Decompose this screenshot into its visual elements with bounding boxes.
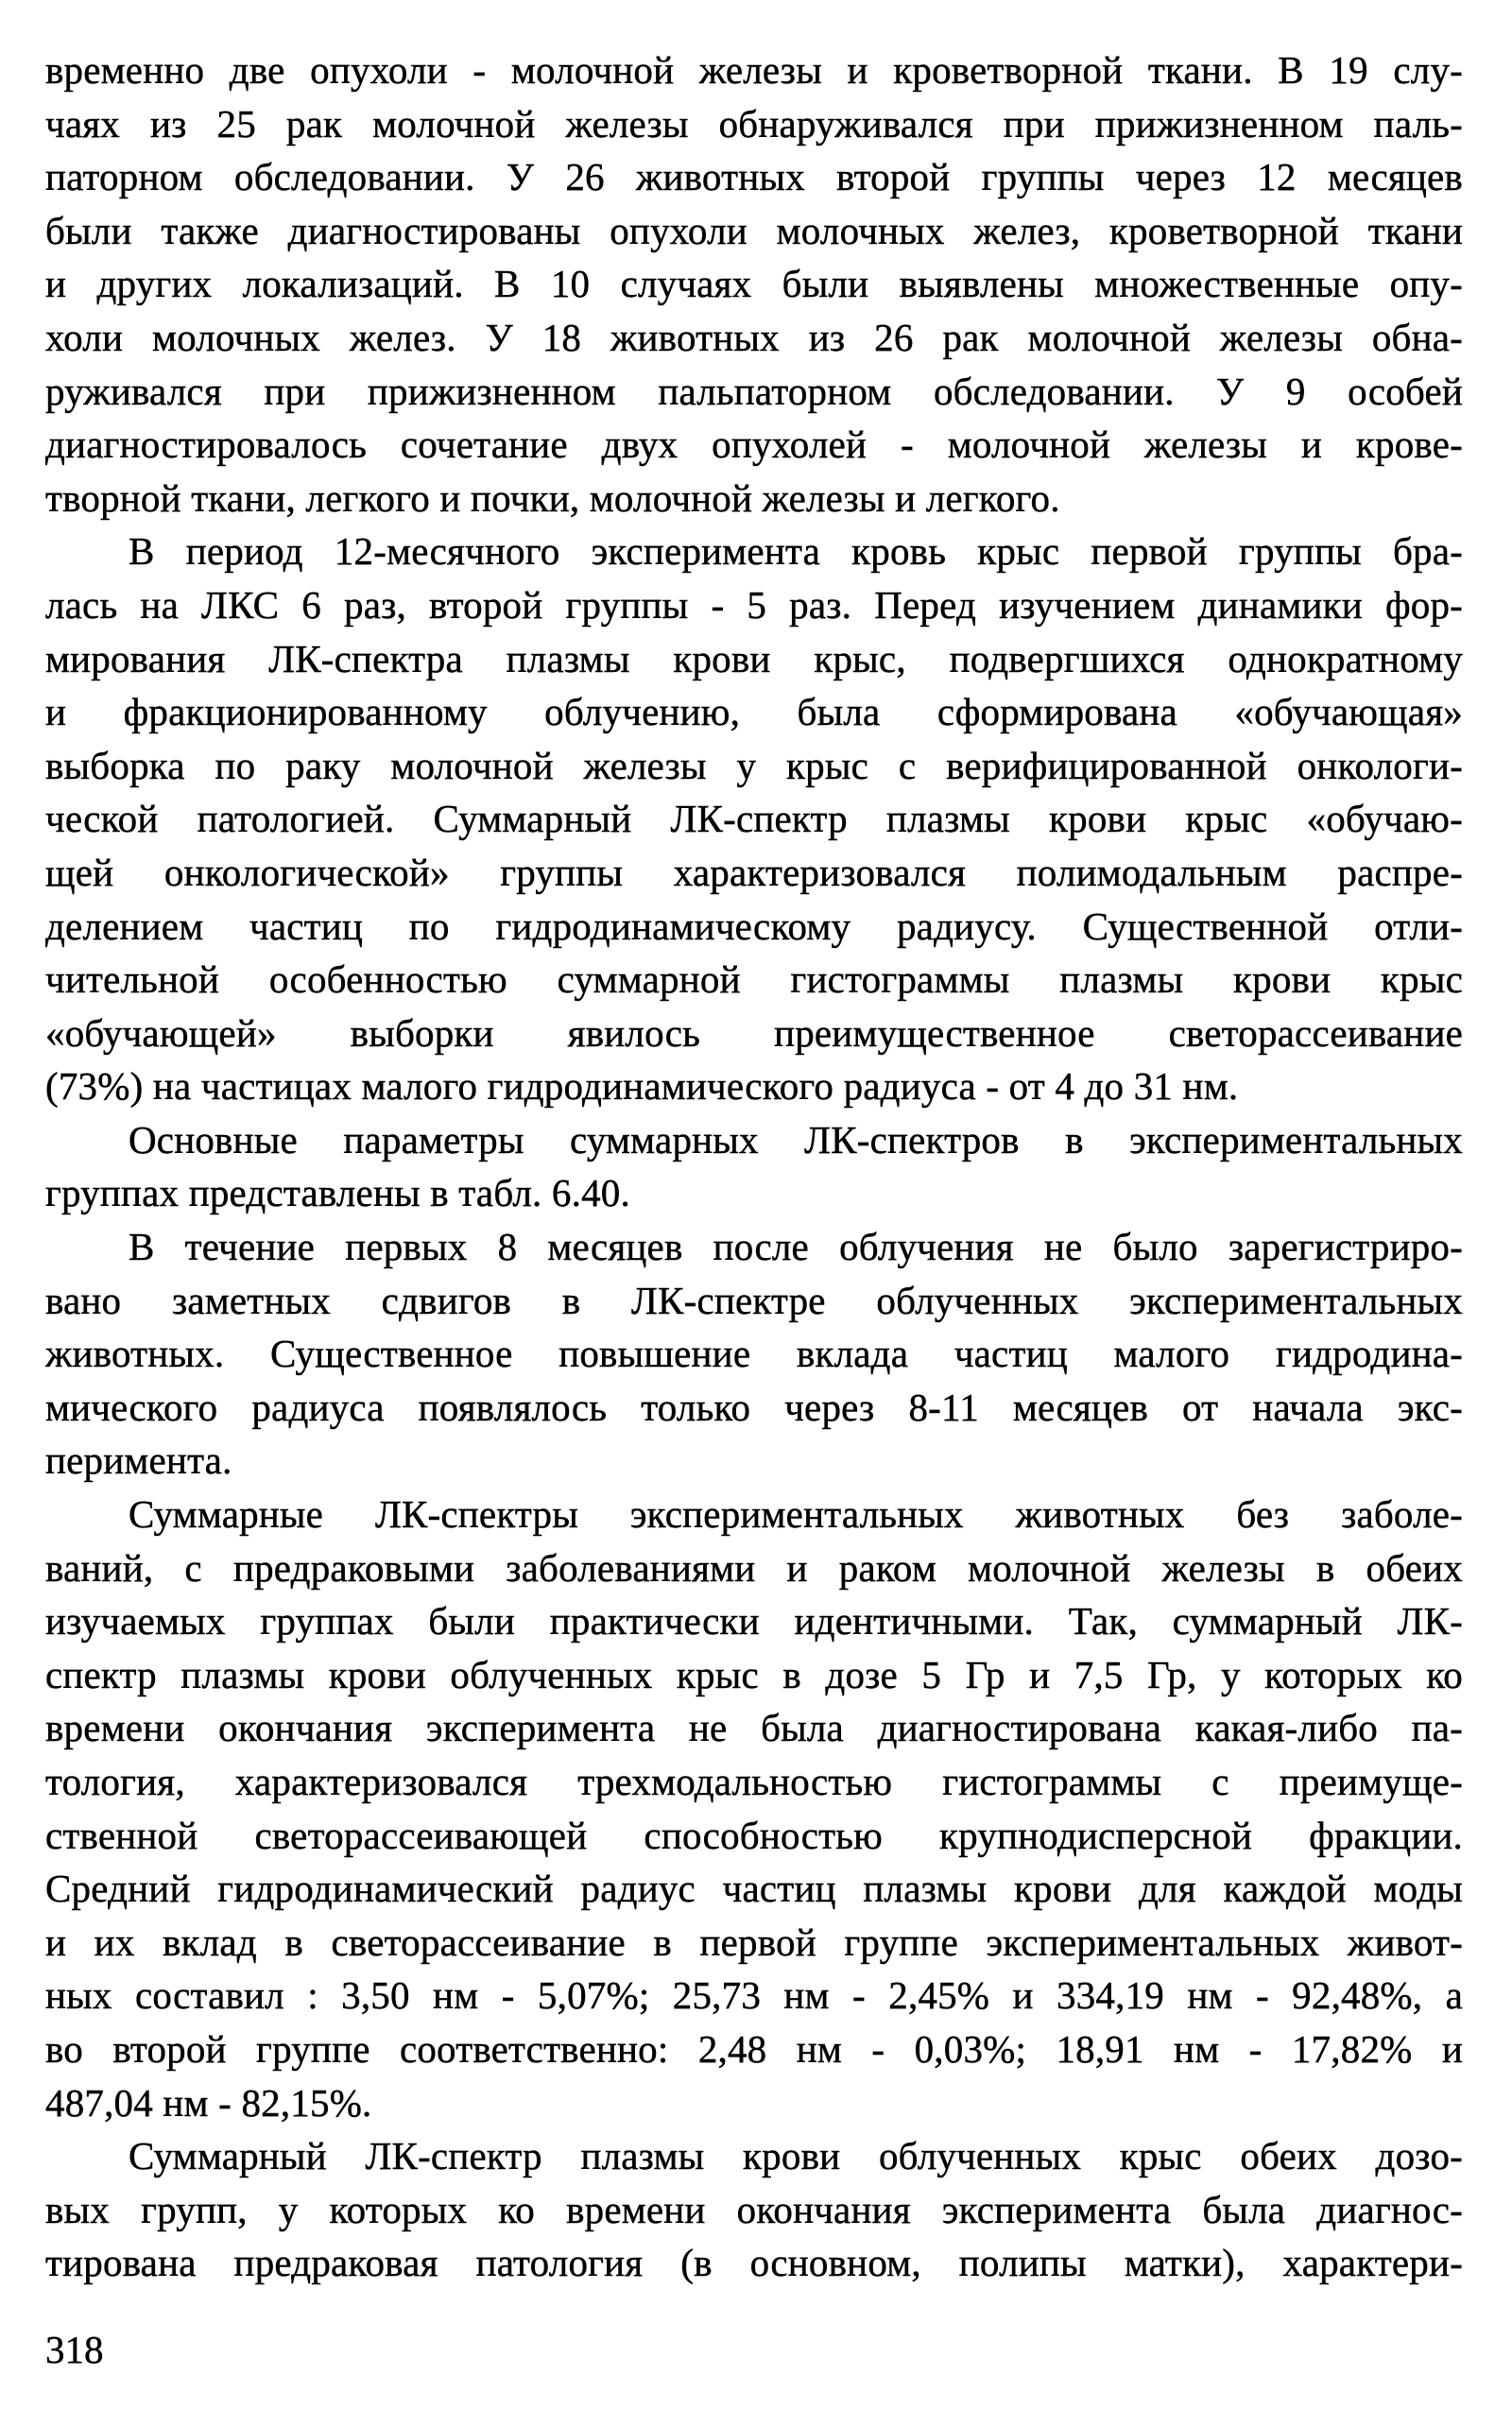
text-line: чительной особенностью суммарной гистограммы плазмы крови крыс <box>45 957 1463 1002</box>
text-line: ственной светорассеивающей способностью крупнодисперсной фракции. <box>45 1813 1463 1857</box>
text-line: руживался при прижизненном пальпаторном обследовании. У 9 особей <box>45 369 1463 413</box>
text-line: 487,04 нм - 82,15%. <box>45 2080 372 2125</box>
text-line: ваний, с предраковыми заболеваниями и раком молочной железы в обеих <box>45 1545 1463 1590</box>
text-line: изучаемых группах были практически идентичными. Так, суммарный ЛК- <box>45 1599 1463 1644</box>
text-line: выборка по раку молочной железы у крыс с верифицированной онкологи- <box>45 743 1463 787</box>
text-line: В течение первых 8 месяцев после облучения не было зарегистриро- <box>129 1225 1463 1269</box>
text-line: вано заметных сдвигов в ЛК-спектре облученных экспериментальных <box>45 1278 1463 1322</box>
text-line: «обучающей» выборки явилось преимущественное светорассеивание <box>45 1010 1463 1055</box>
text-line: ческой патологией. Суммарный ЛК-спектр плазмы крови крыс «обучаю- <box>45 797 1463 841</box>
text-line: спектр плазмы крови облученных крыс в дозе 5 Гр и 7,5 Гр, у которых ко <box>45 1652 1463 1696</box>
text-line: временно две опухоли - молочной железы и кроветворной ткани. В 19 слу- <box>45 48 1463 92</box>
book-page <box>45 43 1463 2290</box>
text-line: (73%) на частицах малого гидродинамического радиуса - от 4 до 31 нм. <box>45 1064 1239 1109</box>
text-line: Суммарные ЛК-спектры экспериментальных животных без заболе- <box>129 1492 1463 1537</box>
text-line: лась на ЛКС 6 раз, второй группы - 5 раз. Перед изучением динамики фор- <box>45 582 1463 627</box>
text-line: группах представлены в табл. 6.40. <box>45 1171 630 1215</box>
text-line: перимента. <box>45 1438 232 1483</box>
text-line: мирования ЛК-спектра плазмы крови крыс, подвергшихся однократному <box>45 636 1463 680</box>
text-line: Основные параметры суммарных ЛК-спектров в экспериментальных <box>129 1117 1463 1162</box>
text-line: паторном обследовании. У 26 животных второй группы через 12 месяцев <box>45 155 1463 199</box>
text-line: и других локализаций. В 10 случаях были выявлены множественные опу- <box>45 262 1463 306</box>
text-line: холи молочных желез. У 18 животных из 26 рак молочной железы обна- <box>45 315 1463 359</box>
text-line: вых групп, у которых ко времени окончания эксперимента была диагнос- <box>45 2187 1463 2231</box>
page-number: 318 <box>45 2328 104 2371</box>
text-line: Суммарный ЛК-спектр плазмы крови облученных крыс обеих дозо- <box>129 2134 1463 2178</box>
text-line: делением частиц по гидродинамическому радиусу. Существенной отли- <box>45 904 1463 948</box>
text-line: щей онкологической» группы характеризовался полимодальным распре- <box>45 850 1463 894</box>
text-line: творной ткани, легкого и почки, молочной железы и легкого. <box>45 475 1060 520</box>
text-line: тирована предраковая патология (в основном, полипы матки), характери- <box>45 2241 1463 2285</box>
text-line: мического радиуса появлялось только через 8-11 месяцев от начала экс- <box>45 1385 1463 1429</box>
text-line: были также диагностированы опухоли молочных желез, кроветворной ткани <box>45 208 1463 252</box>
text-line: ных составил : 3,50 нм - 5,07%; 25,73 нм - 2,45% и 334,19 нм - 92,48%, а <box>45 1973 1463 2018</box>
text-line: во второй группе соответственно: 2,48 нм - 0,03%; 18,91 нм - 17,82% и <box>45 2026 1463 2071</box>
text-line: и фракционированному облучению, была сформирована «обучающая» <box>45 690 1463 734</box>
text-line: чаях из 25 рак молочной железы обнаруживался при прижизненном паль- <box>45 101 1463 146</box>
text-line: В период 12-месячного эксперимента кровь крыс первой группы бра- <box>129 529 1463 574</box>
text-line: животных. Существенное повышение вклада частиц малого гидродина- <box>45 1332 1463 1376</box>
text-line: и их вклад в светорассеивание в первой группе экспериментальных живот- <box>45 1919 1463 1964</box>
text-line: времени окончания эксперимента не была диагностирована какая-либо па- <box>45 1706 1463 1750</box>
text-line: диагностировалось сочетание двух опухолей - молочной железы и крове- <box>45 422 1463 467</box>
text-line: тология, характеризовался трехмодальностью гистограммы с преимуще- <box>45 1760 1463 1803</box>
text-line: Средний гидродинамический радиус частиц плазмы крови для каждой моды <box>45 1867 1463 1911</box>
body-text <box>45 43 1463 2290</box>
